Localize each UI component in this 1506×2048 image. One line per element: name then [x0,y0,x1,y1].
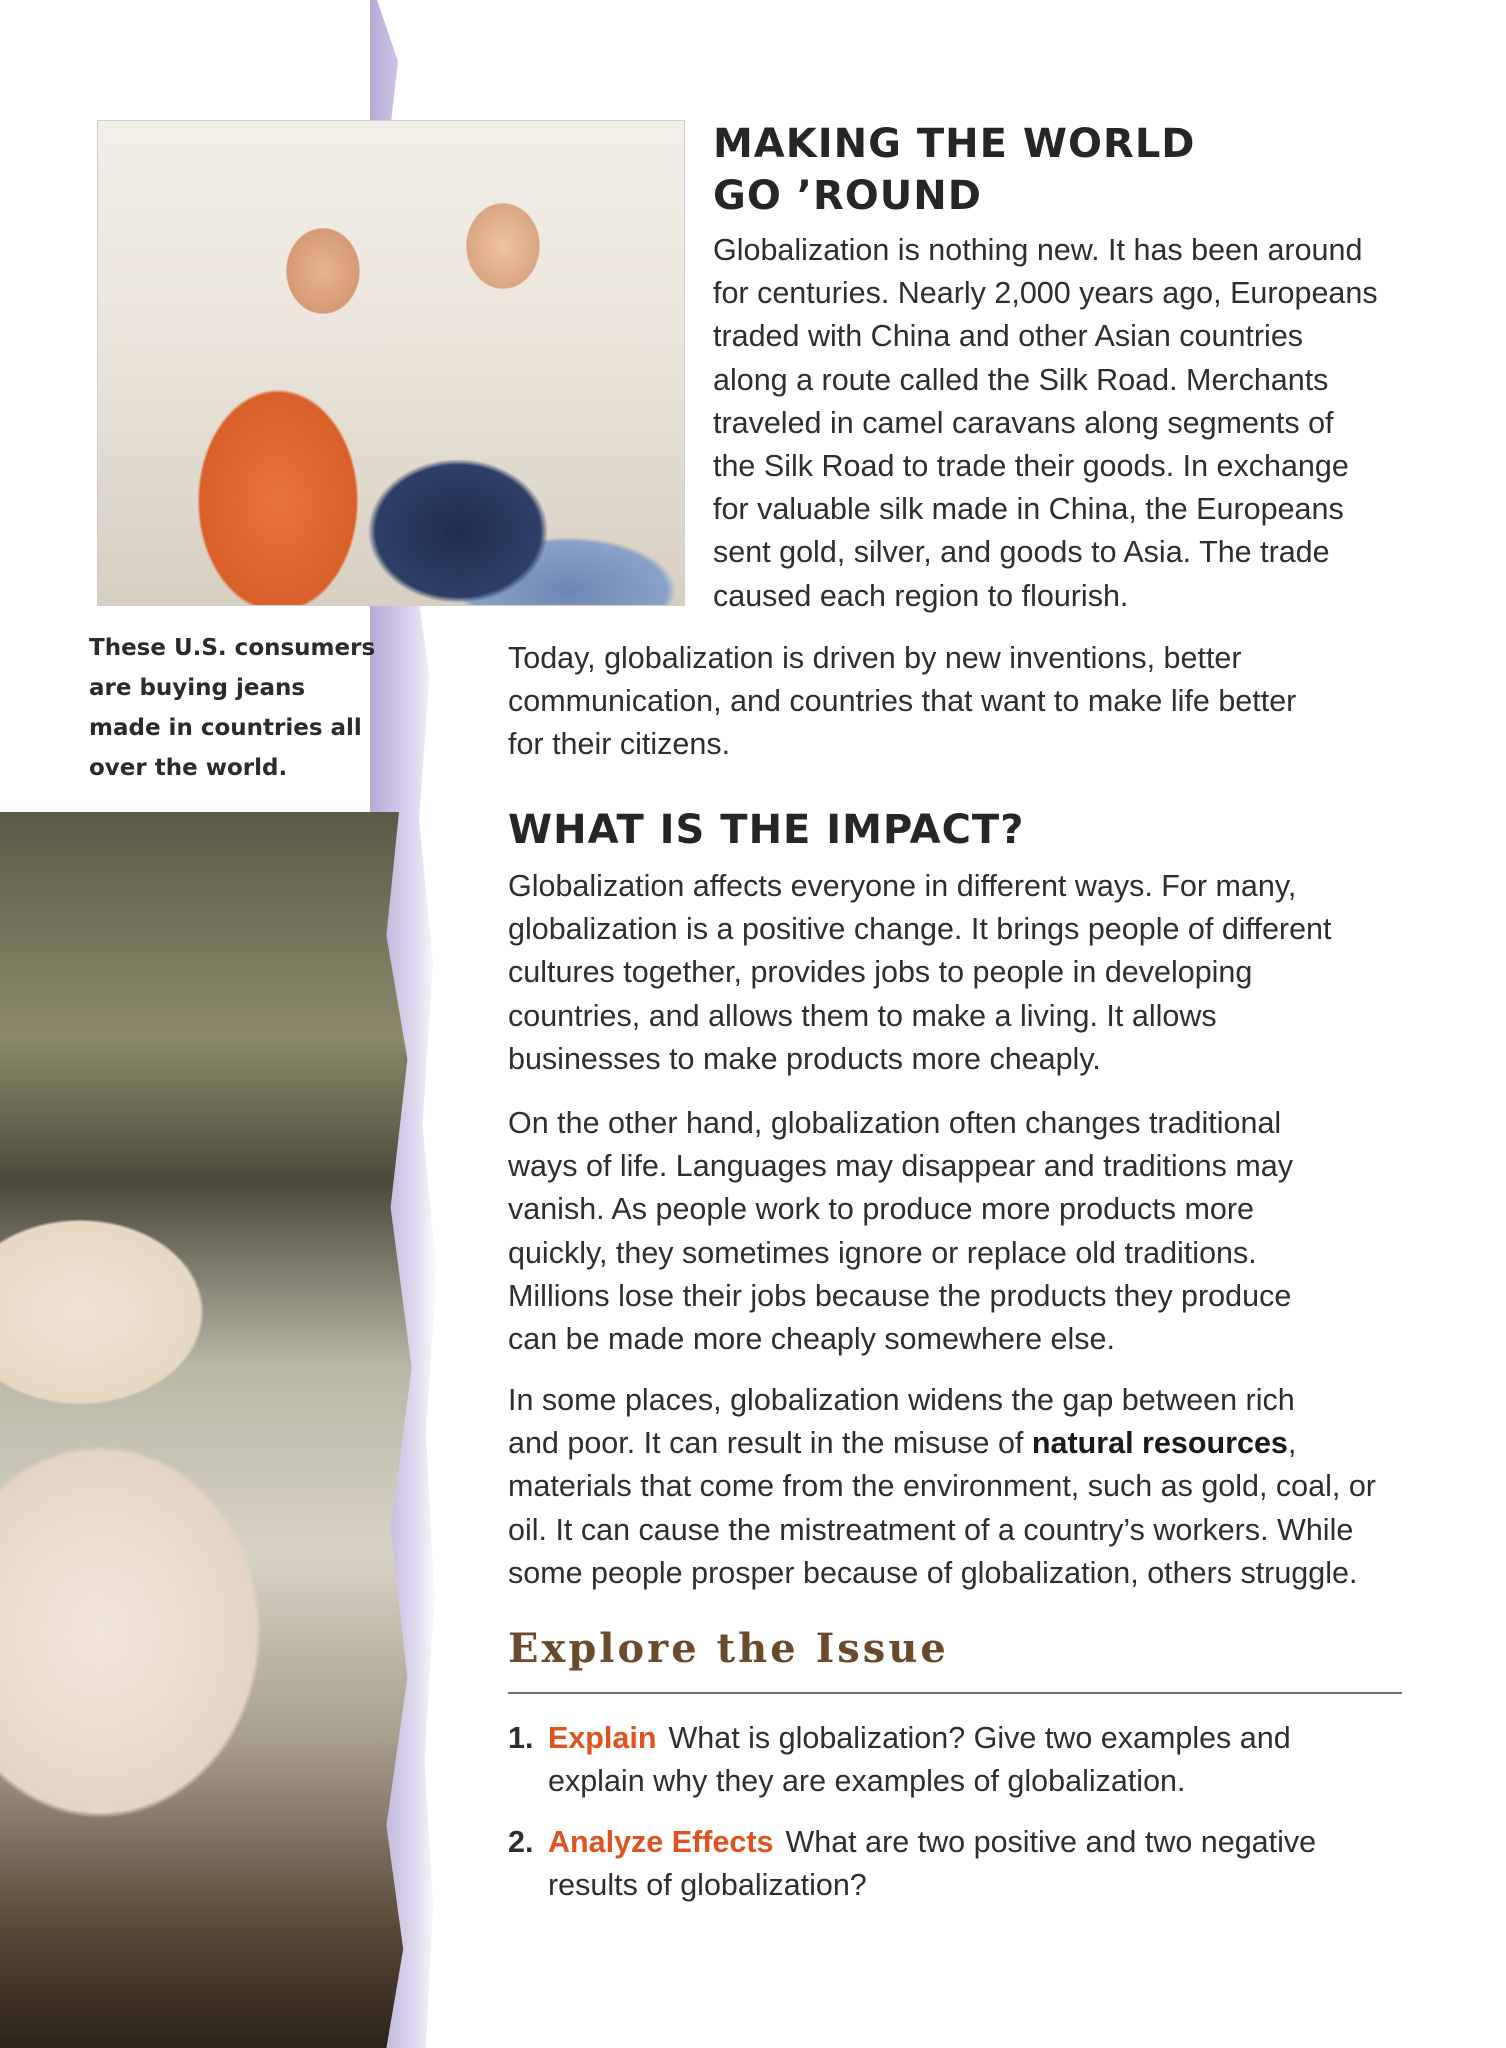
question-2: 2. Analyze Effects What are two positive and two negative results of globalization? [508,1825,1317,1902]
explore-divider [508,1692,1402,1694]
photo-caption: These U.S. consumers are buying jeans made in countries all over the world. [89,635,376,781]
paragraph-positive: Globalization affects everyone in different ways. For many, globalization is a positive change. It brings people of different cultures together, provides jobs to people in developing countries, and allows them to make a living. It allows businesses to make products more cheaply. [508,869,1332,1076]
paragraph-gap: In some places, globalization widens the gap between rich and poor. It can result in the misuse of natural resources, materials that come from the environment, such as gold, coal, or oil. It can cause the mistreatment of a country’s workers. While some people prosper because of globalization, others struggle. [508,1383,1376,1590]
question-1: 1. Explain What is globalization? Give two examples and explain why they are examples of globalization. [508,1721,1291,1798]
paragraph-silk-road: Globalization is nothing new. It has been around for centuries. Nearly 2,000 years ago, Europeans traded with China and other Asian countries along a route called the Silk Road. Merchants traveled in camel caravans along segments of the Silk Road to trade their goods. In exchange for valuable silk made in China, the Europeans sent gold, silver, and goods to Asia. The trade caused each region to flourish. [713,233,1378,613]
explore-issue-title: Explore the Issue [508,1625,949,1672]
section-title-impact: WHAT IS THE IMPACT? [508,807,1025,853]
key-term-natural-resources: natural resources [1031,1426,1288,1461]
paragraph-negative: On the other hand, globalization often changes traditional ways of life. Languages may disappear and traditions may vanish. As people work to produce more products more quickly, they sometimes ignore or replace old traditions. Millions lose their jobs because the products they produce can be made more cheaply somewhere else. [508,1106,1293,1357]
question-1-keyword: Explain [548,1721,657,1755]
paragraph-today: Today, globalization is driven by new inventions, better communication, and countries that want to make life better for their citizens. [508,641,1297,762]
section-title-making-world: MAKING THE WORLD GO ’ROUND [713,121,1196,219]
question-2-keyword: Analyze Effects [548,1825,774,1859]
